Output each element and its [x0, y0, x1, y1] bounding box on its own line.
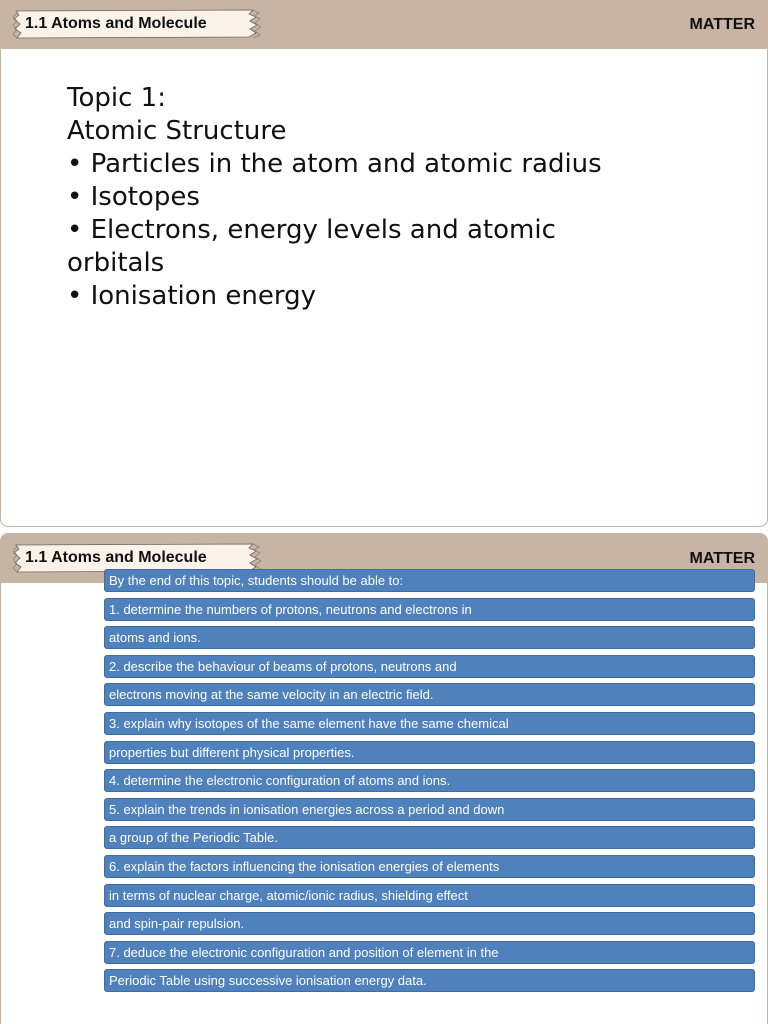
objective-row: and spin-pair repulsion. [104, 912, 755, 935]
objective-row: atoms and ions. [104, 626, 755, 649]
objective-row: in terms of nuclear charge, atomic/ionic radius, shielding effect [104, 884, 755, 907]
topic-bullet-continued: orbitals [67, 248, 165, 278]
objective-row: 2. describe the behaviour of beams of protons, neutrons and [104, 655, 755, 678]
topic-title: Atomic Structure [67, 116, 287, 146]
objective-row: a group of the Periodic Table. [104, 826, 755, 849]
objectives-intro: By the end of this topic, students should be able to: [104, 569, 755, 592]
objective-row: 5. explain the trends in ionisation energies across a period and down [104, 798, 755, 821]
topic-bullet: • Electrons, energy levels and atomic [67, 215, 556, 245]
topic-number: Topic 1: [67, 83, 166, 113]
slide-2 [0, 533, 768, 1024]
objective-row: 3. explain why isotopes of the same element have the same chemical [104, 712, 755, 735]
section-tag-label: 1.1 Atoms and Molecule [25, 549, 207, 566]
topic-bullet: • Isotopes [67, 182, 200, 212]
objective-row: electrons moving at the same velocity in an electric field. [104, 683, 755, 706]
objective-row: Periodic Table using successive ionisation energy data. [104, 969, 755, 992]
torn-paper-tag-icon [13, 543, 259, 571]
objective-row: properties but different physical properties. [104, 741, 755, 764]
topic-bullet: • Particles in the atom and atomic radius [67, 149, 602, 179]
objective-row: 7. deduce the electronic configuration and position of element in the [104, 941, 755, 964]
topic-bullet: • Ionisation energy [67, 281, 317, 311]
topic-overview [67, 82, 707, 313]
header-band [1, 0, 767, 49]
chapter-label: MATTER [689, 16, 755, 33]
chapter-label: MATTER [689, 550, 755, 567]
learning-objectives [104, 569, 755, 998]
section-tag-label: 1.1 Atoms and Molecule [25, 15, 207, 32]
torn-paper-tag-icon [13, 9, 259, 37]
objective-row: 6. explain the factors influencing the ionisation energies of elements [104, 855, 755, 878]
objective-row: 1. determine the numbers of protons, neutrons and electrons in [104, 598, 755, 621]
objective-row: 4. determine the electronic configuration of atoms and ions. [104, 769, 755, 792]
